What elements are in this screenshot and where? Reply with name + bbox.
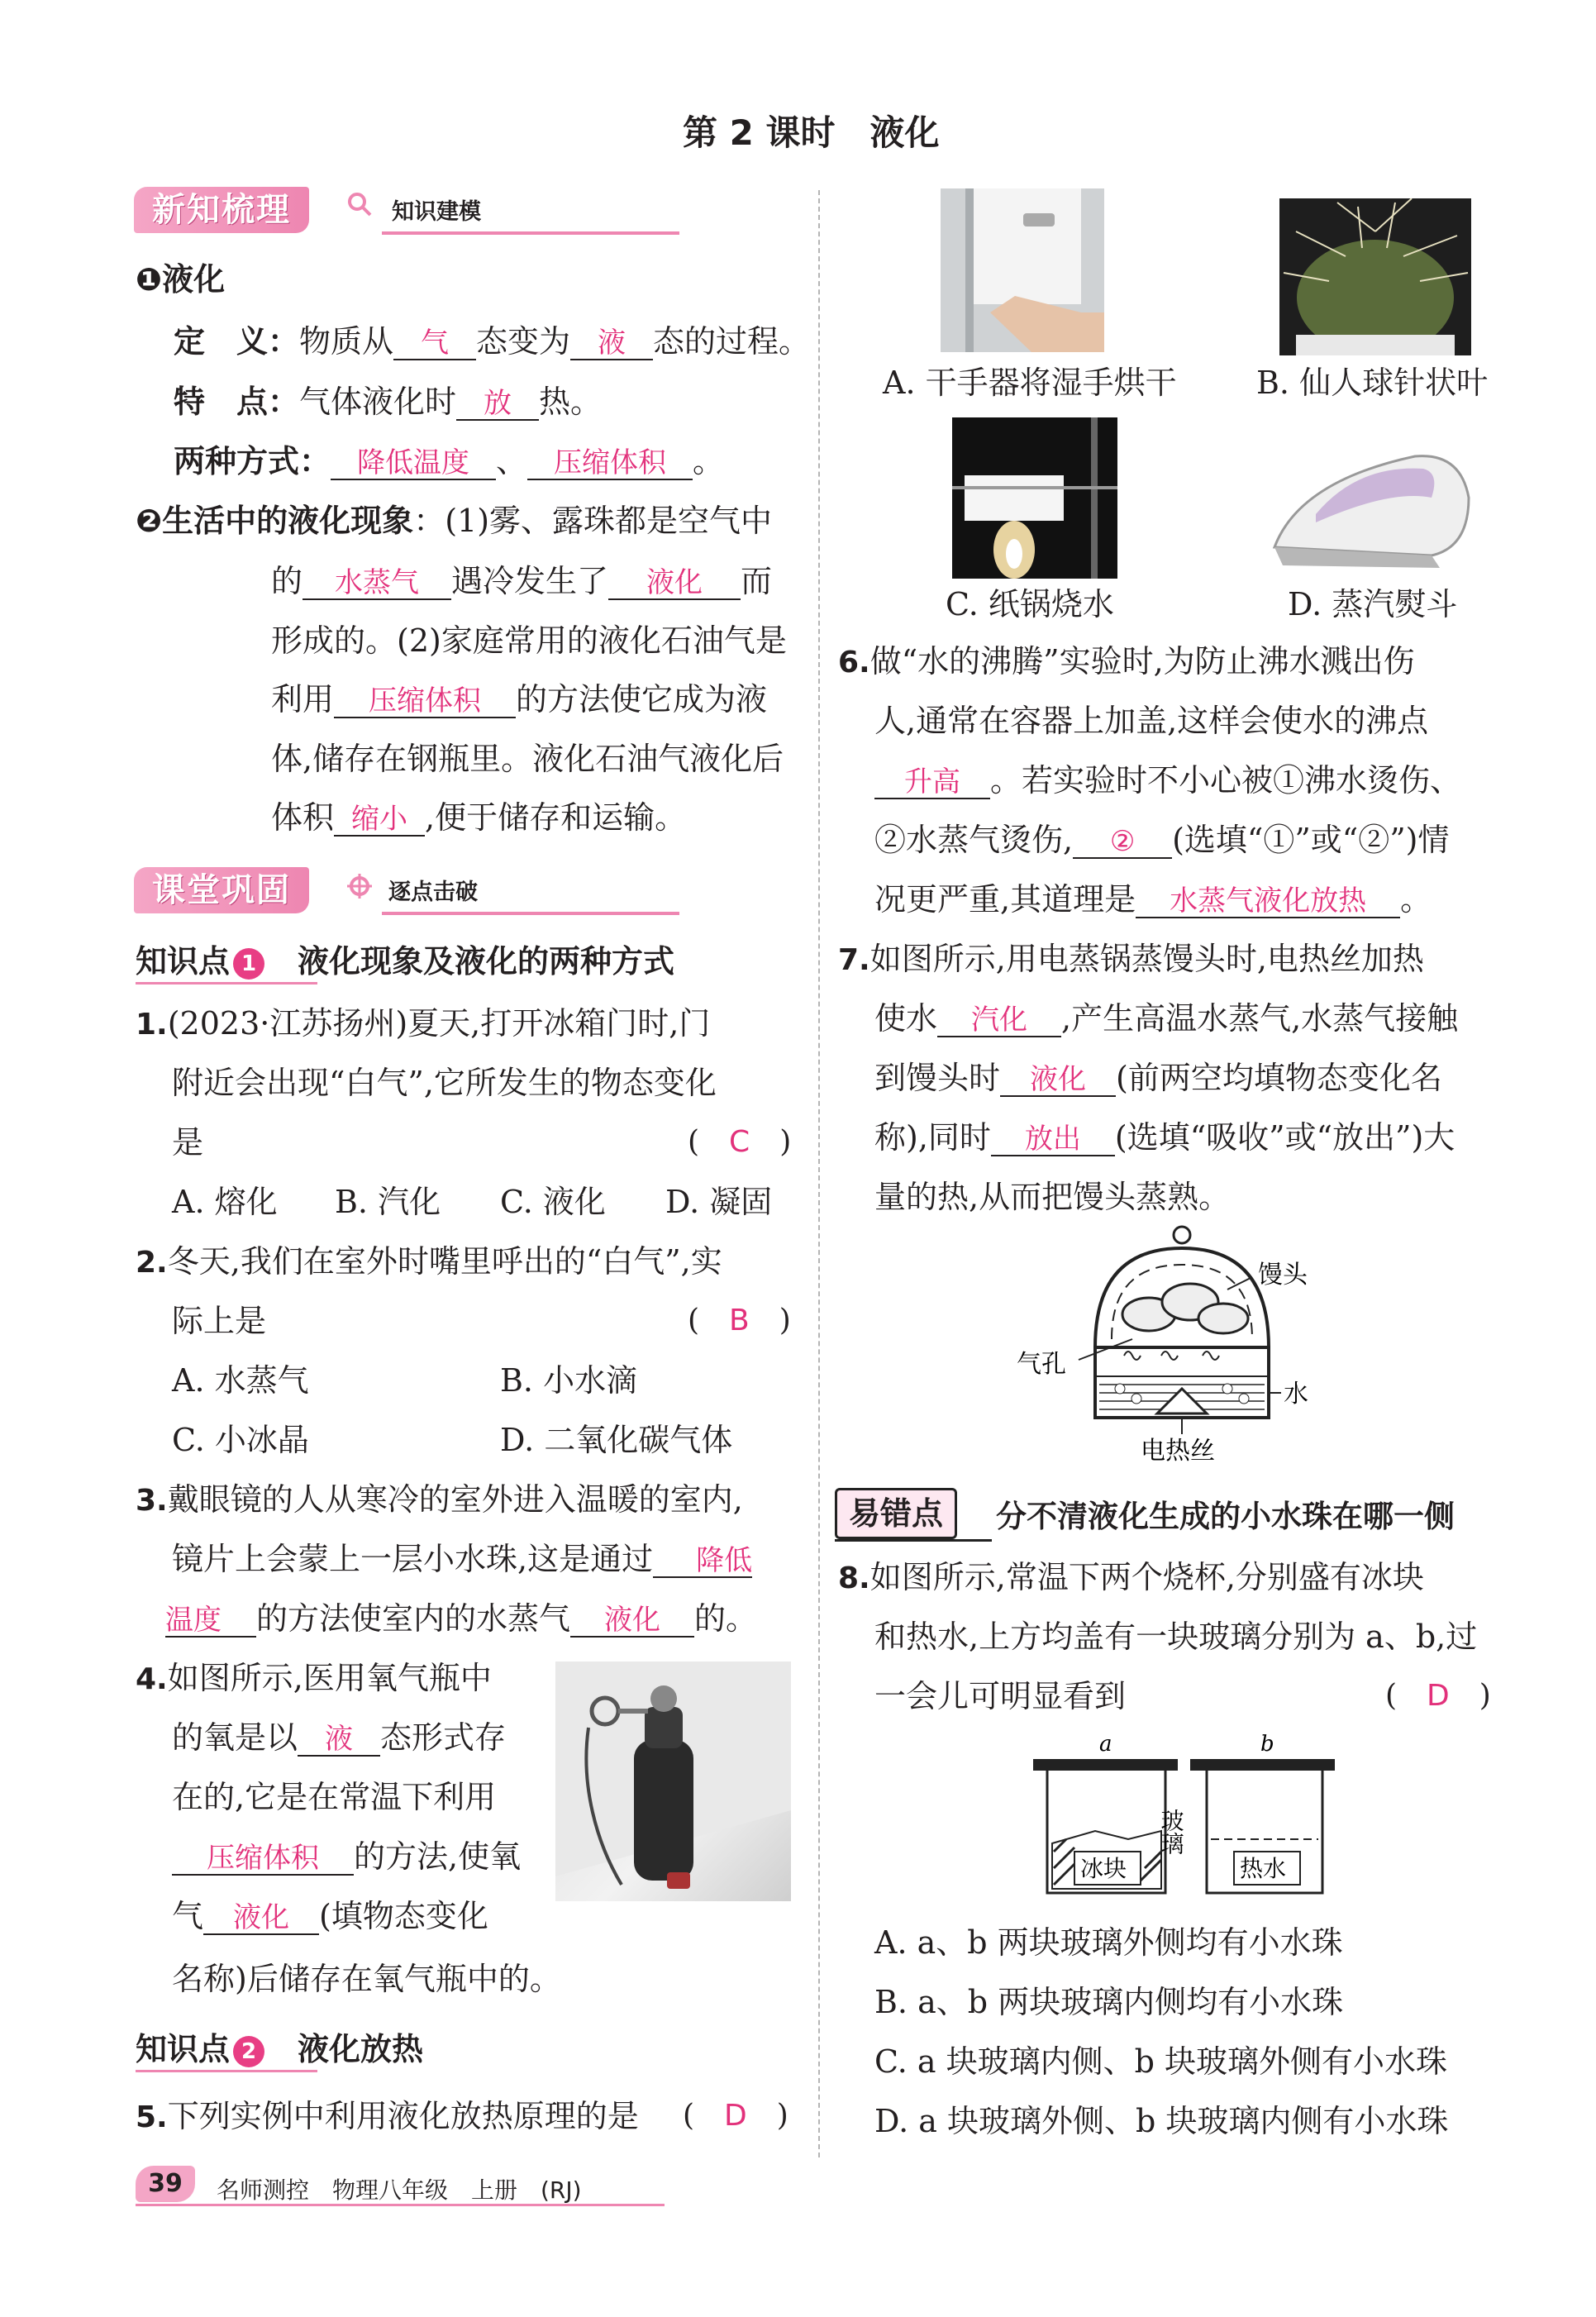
option-a: A. a、b 两块玻璃外侧均有小水珠 <box>874 1924 1343 1961</box>
footer-text: 名师测控 物理八年级 上册 (RJ) <box>217 2176 582 2204</box>
option-b-caption: B. 仙人球针状叶 <box>1256 365 1489 401</box>
target-icon <box>347 874 372 899</box>
answer-bracket: ( B ) <box>688 1304 791 1337</box>
answer: ② <box>1109 825 1136 858</box>
option-d-caption: D. 蒸汽熨斗 <box>1288 586 1458 622</box>
option-c: C. a 块玻璃内侧、b 块玻璃外侧有小水珠 <box>874 2043 1448 2080</box>
answer: 温度 <box>165 1604 222 1637</box>
oxygen-cylinder-photo <box>555 1661 791 1901</box>
option-b: B. 小水滴 <box>500 1362 638 1399</box>
answer: 液化 <box>233 1901 290 1934</box>
label-a: a <box>1099 1732 1112 1757</box>
question-5: 5.下列实例中利用液化放热原理的是 <box>136 2098 639 2134</box>
page-title: 第 2 课时 液化 <box>683 112 940 153</box>
answer: 降低 <box>696 1544 753 1577</box>
label-air-hole: 气孔 <box>1017 1350 1066 1379</box>
answer: 水蒸气液化放热 <box>1170 884 1367 918</box>
answer: 压缩体积 <box>369 684 482 718</box>
answer: 液 <box>325 1723 354 1756</box>
option-d: D. 凝固 <box>665 1184 773 1220</box>
answer: 压缩体积 <box>554 446 667 479</box>
knowledge-point-1-header: 知识点 1 液化现象及液化的两种方式 <box>136 943 675 980</box>
error-point-label: 易错点 <box>835 1488 957 1539</box>
label-hot-water: 热水 <box>1240 1855 1287 1882</box>
ways-line: 两种方式： 降低温度 、 压缩体积 。 <box>174 443 725 479</box>
option-b: B. 汽化 <box>335 1184 441 1220</box>
answer-bracket: ( D ) <box>1385 1679 1491 1713</box>
banner-label: 新知梳理 <box>134 187 309 233</box>
banner-sub: 知识建模 <box>392 199 481 225</box>
column-divider <box>818 190 820 2157</box>
answer: 升高 <box>904 765 960 799</box>
banner-sub: 逐点击破 <box>388 880 478 905</box>
answer: 气 <box>421 327 450 360</box>
option-a: A. 熔化 <box>172 1184 278 1220</box>
answer: 液化 <box>646 566 703 599</box>
question-4: 4.如图所示,医用氧气瓶中 <box>136 1660 492 1696</box>
question-8: 8.如图所示,常温下两个烧杯,分别盛有冰块 <box>838 1559 1424 1595</box>
search-icon <box>347 192 372 217</box>
answer: 汽化 <box>971 1004 1028 1037</box>
option-d: D. a 块玻璃外侧、b 块玻璃内侧有小水珠 <box>874 2103 1449 2139</box>
answer-bracket: ( C ) <box>688 1125 792 1159</box>
page-number: 39 <box>136 2166 195 2202</box>
answer: 水蒸气 <box>335 566 420 599</box>
option-a-caption: A. 干手器将湿手烘干 <box>883 365 1177 401</box>
section-banner-classroom <box>134 864 679 915</box>
knowledge-point-1-title: ❶液化 <box>136 261 226 298</box>
section-banner-new-knowledge <box>134 184 679 235</box>
question-7: 7.如图所示,用电蒸锅蒸馒头时,电热丝加热 <box>838 941 1424 977</box>
label-heating-wire: 电热丝 <box>1141 1437 1215 1463</box>
beakers-diagram <box>1029 1728 1351 1901</box>
label-ice: 冰块 <box>1080 1855 1127 1882</box>
answer: 液化 <box>604 1604 661 1637</box>
question-1: 1.(2023·江苏扬州)夏天,打开冰箱门时,门 <box>136 1005 711 1042</box>
steamer-diagram <box>1017 1223 1331 1463</box>
option-d: D. 二氧化碳气体 <box>500 1422 733 1458</box>
answer: 液化 <box>1030 1063 1087 1096</box>
option-c-caption: C. 纸锅烧水 <box>946 586 1114 622</box>
option-c: C. 液化 <box>500 1184 606 1220</box>
error-point-title: 分不清液化生成的小水珠在哪一侧 <box>996 1499 1455 1534</box>
steam-iron-photo <box>1266 423 1473 572</box>
answer: 液 <box>598 327 626 360</box>
banner-label: 课堂巩固 <box>134 867 309 913</box>
knowledge-point-2: ❷生活中的液化现象：(1)雾、露珠都是空气中 <box>136 503 773 539</box>
option-c: C. 小冰晶 <box>172 1422 309 1458</box>
label-glass: 玻璃 <box>1157 1809 1185 1855</box>
definition-line: 定 义：物质从 气 态变为 液 态的过程。 <box>174 323 811 360</box>
answer: 放出 <box>1024 1123 1081 1156</box>
question-3: 3.戴眼镜的人从寒冷的室外进入温暖的室内, <box>136 1481 743 1518</box>
option-b: B. a、b 两块玻璃内侧均有小水珠 <box>874 1984 1344 2020</box>
label-water: 水 <box>1284 1380 1308 1409</box>
hand-dryer-photo <box>941 188 1104 352</box>
paper-pot-photo <box>952 417 1117 579</box>
question-2: 2.冬天,我们在室外时嘴里呼出的“白气”,实 <box>136 1243 722 1280</box>
label-b: b <box>1260 1732 1274 1757</box>
answer-bracket: ( D ) <box>683 2099 788 2133</box>
knowledge-point-2-header: 知识点 2 液化放热 <box>136 2031 424 2067</box>
answer: 降低温度 <box>357 446 470 479</box>
answer: 压缩体积 <box>207 1842 319 1875</box>
answer: 缩小 <box>351 803 408 836</box>
question-6: 6.做“水的沸腾”实验时,为防止沸水溅出伤 <box>838 643 1415 679</box>
option-a: A. 水蒸气 <box>172 1362 309 1399</box>
answer: 放 <box>484 387 512 420</box>
feature-line: 特 点：气体液化时 放 热。 <box>174 384 603 420</box>
cactus-photo <box>1279 198 1471 355</box>
label-bun: 馒头 <box>1258 1261 1308 1290</box>
